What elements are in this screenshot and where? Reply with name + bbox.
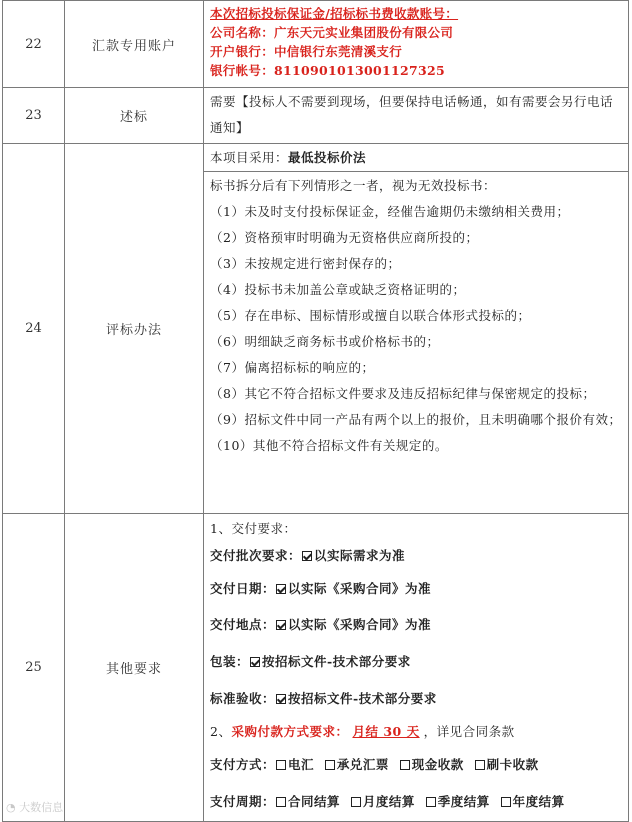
presentation-cell [204, 88, 629, 144]
row-item-name: 汇款专用账户 [65, 1, 204, 88]
table-row-22 [3, 1, 629, 88]
bid-requirements-table [2, 0, 629, 822]
delivery-date [204, 571, 628, 607]
place-value: 以实际《采购合同》为准 [288, 617, 432, 632]
pay-cycle-option: 月度结算 [362, 794, 415, 809]
acceptance [204, 681, 628, 717]
pay-title-num: 2、 [210, 724, 232, 739]
list-item: （1）未及时支付投标保证金，经催告逾期仍未缴纳相关费用； [210, 204, 570, 219]
list-item: （10）其他不符合招标文件有关规定的。 [210, 438, 448, 453]
checkbox-icon[interactable] [400, 760, 410, 770]
table-row-24 [3, 144, 629, 514]
checked-checkbox-icon[interactable] [250, 657, 260, 667]
row-number: 22 [3, 1, 65, 88]
list-item: （3）未按规定进行密封保存的； [210, 256, 401, 271]
checked-checkbox-icon[interactable] [302, 551, 312, 561]
payment-method [204, 747, 628, 783]
pay-method-option: 现金收款 [411, 757, 464, 772]
checkbox-icon[interactable] [501, 797, 511, 807]
checkbox-icon[interactable] [475, 760, 485, 770]
batch-requirement [204, 541, 628, 571]
delivery-place [204, 607, 628, 643]
bank-account: 银行帐号：8110901013001127325 [210, 63, 445, 78]
pay-cycle-option: 年度结算 [512, 794, 565, 809]
pay-method-option: 电汇 [288, 757, 315, 772]
batch-value: 以实际需求为准 [314, 548, 406, 563]
checkbox-icon[interactable] [325, 760, 335, 770]
row-number: 24 [3, 144, 65, 514]
invalid-bid-list [204, 171, 628, 459]
checkbox-icon[interactable] [426, 797, 436, 807]
pay-cycle-label: 支付周期： [210, 794, 276, 809]
method-prefix: 本项目采用： [210, 150, 289, 165]
batch-label: 交付批次要求： [210, 548, 302, 563]
row-item-name: 述标 [65, 88, 204, 144]
pay-note: ，详见合同条款 [423, 724, 515, 739]
bank-name: 开户银行：中信银行东莞清溪支行 [210, 44, 403, 59]
presentation-text: 需要【投标人不需要到现场，但要保持电话畅通，如有需要会另行电话通知】 [210, 94, 614, 135]
list-item: （7）偏离招标标的响应的； [210, 360, 375, 375]
pack-value: 按招标文件-技术部分要求 [262, 654, 411, 669]
row-item-name: 评标办法 [65, 144, 204, 514]
pack-label: 包装： [210, 654, 250, 669]
payment-terms [204, 717, 628, 747]
checked-checkbox-icon[interactable] [276, 620, 286, 630]
list-item: （9）招标文件中同一产品有两个以上的报价，且未明确哪个报价有效； [210, 412, 622, 427]
watermark [6, 799, 63, 815]
table-row-23 [3, 88, 629, 144]
date-value: 以实际《采购合同》为准 [288, 581, 432, 596]
pay-cycle-option: 合同结算 [288, 794, 341, 809]
accept-value: 按招标文件-技术部分要求 [288, 691, 437, 706]
delivery-title: 1、交付要求： [210, 521, 297, 536]
invalid-intro: 标书拆分后有下列情形之一者，视为无效投标书： [210, 178, 497, 193]
evaluation-method [204, 144, 628, 171]
company-name: 公司名称：广东天元实业集团股份有限公司 [210, 25, 454, 40]
other-requirements-cell [204, 514, 629, 822]
checked-checkbox-icon[interactable] [276, 584, 286, 594]
watermark-text: 大数信息 [19, 801, 64, 814]
checkbox-icon[interactable] [276, 797, 286, 807]
pay-method-option: 承兑汇票 [336, 757, 389, 772]
checked-checkbox-icon[interactable] [276, 694, 286, 704]
list-item: （8）其它不符合招标文件要求及违反招标纪律与保密规定的投标； [210, 386, 596, 401]
list-item: （5）存在串标、围标情形或擅自以联合体形式投标的； [210, 308, 531, 323]
pay-cycle-option: 季度结算 [437, 794, 490, 809]
pay-method-label: 支付方式： [210, 757, 276, 772]
row-number: 25 [3, 514, 65, 822]
list-item: （4）投标书未加盖公章或缺乏资格证明的； [210, 282, 466, 297]
list-item: （6）明细缺乏商务标书或价格标书的； [210, 334, 440, 349]
payment-cycle [204, 783, 628, 821]
evaluation-cell [204, 144, 629, 514]
date-label: 交付日期： [210, 581, 276, 596]
account-heading: 本次招标投标保证金/招标标书费收款账号： [210, 6, 459, 21]
table-row-25 [3, 514, 629, 822]
packaging [204, 643, 628, 681]
row-number: 23 [3, 88, 65, 144]
method-value: 最低投标价法 [288, 150, 367, 165]
account-info-cell [204, 1, 629, 88]
checkbox-icon[interactable] [351, 797, 361, 807]
checkbox-icon[interactable] [276, 760, 286, 770]
place-label: 交付地点： [210, 617, 276, 632]
watermark-logo-icon: ◔ [6, 801, 16, 814]
pay-title: 采购付款方式要求： [231, 724, 349, 739]
list-item: （2）资格预审时明确为无资格供应商所投的； [210, 230, 479, 245]
row-item-name: 其他要求 [65, 514, 204, 822]
pay-method-option: 刷卡收款 [486, 757, 539, 772]
pay-value: 月结 30 天 [352, 724, 420, 739]
accept-label: 标准验收： [210, 691, 276, 706]
